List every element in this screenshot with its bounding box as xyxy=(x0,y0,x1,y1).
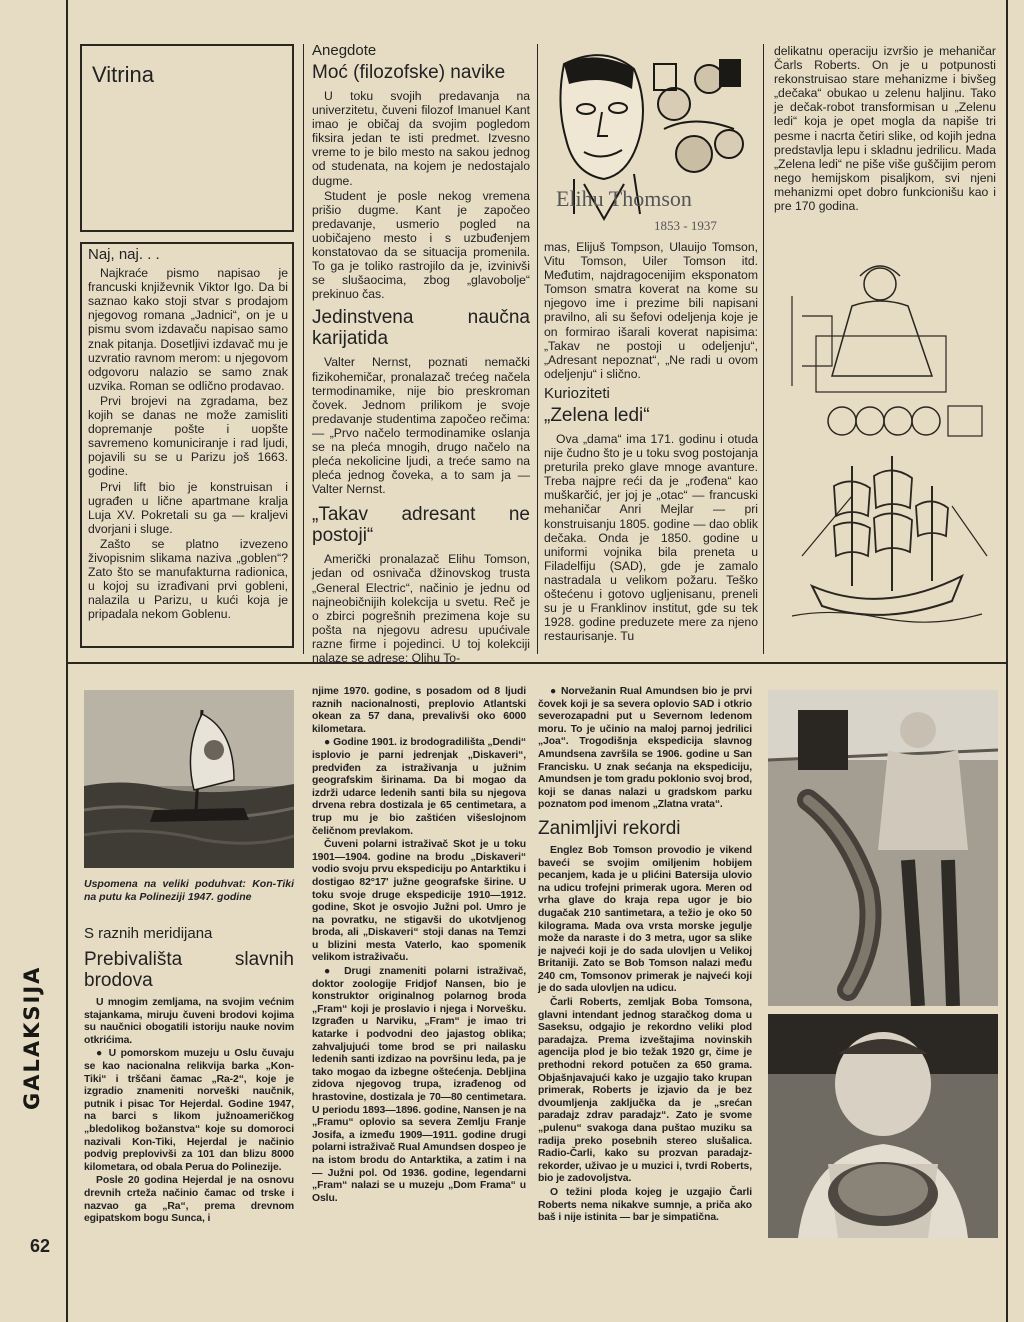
karijatida-paragraph: Valter Nernst, poznati nemački fizikohemičar, pronalazač trećeg načela termodinamike, nije bio preskroman čovek. Jednom prilikom je svoje predavanje studentima započeo rečima: — „Prvo načelo termodinamike oslanja se na pleća mnogih, drugo načelo na pleća nekolicine ljudi, a treće samo na pleća jednog čoveka, a to sam ja — Valter Nernst. xyxy=(312,355,530,497)
naj-column xyxy=(88,248,288,622)
column-rule xyxy=(763,44,764,654)
meridijani-paragraph: U mnogim zemljama, na svojim većnim stajankama, miruju čuveni brodovi kojima su naučnici obogatili istoriju nauke novim otkrićima. xyxy=(84,997,294,1046)
meridijani-paragraph: Posle 20 godina Hejerdal je na osnovu drevnih crteža načinio čamac od trske i nazvao ga „Ra“, prema drevnom egipatskom bogu Sunca, i xyxy=(84,1175,294,1225)
kuriozitet-kicker: Kurioziteti xyxy=(544,384,610,402)
section-divider xyxy=(66,662,1008,664)
karijatida-title: Jedinstvena naučna karijatida xyxy=(312,307,530,350)
thomson-portrait xyxy=(544,44,758,240)
kon-tiki-image xyxy=(84,690,294,868)
meridijani-title: Prebivališta slavnih brodova xyxy=(84,949,294,991)
page-number: 62 xyxy=(30,1236,51,1256)
automaton-sketches xyxy=(772,256,998,656)
kuriozitet-title: „Zelena ledi“ xyxy=(544,404,650,426)
meridijani-paragraph: Čuveni polarni istraživač Skot je u toku 1901—1904. godine na brodu „Diskaveri“ vodio svoju prvu ekspediciju po Antarktiku i dostigao 82°17' južne geografske širine. U toku svoje druge ekspedicije 1910—1912. godine, Skot je osvojio Južni pol. Umro je na povratku, ne stigavši do ukotvljenog broda, ali „Diskaveri“ stoji danas na Temzi u blizini mesta Vaterlo, kao spomenik velikom istraživaču. xyxy=(312,839,526,964)
rekordi-title: Zanimljivi rekordi xyxy=(538,817,681,839)
right-edge-line xyxy=(1006,0,1008,1322)
rekordi-paragraph: O težini ploda kojeg je uzgajio Čarli Roberts nema nikakve sumnje, a priča ako baš i nije istinita — bar je simpatična. xyxy=(538,1186,752,1224)
naj-paragraph: Najkraće pismo napisao je francuski književnik Viktor Igo. Da bi saznao kako stoji stvar s prodajom njegovog romana „Jadnici“, on je u pismu svom izdavaču napisao samo znak pitanja. Dosetljivi izdavač mu je uzvratio ravnom merom: u njegovom odgovoru nalazio se samo znak uzvika. Roman se odlično prodavao. xyxy=(88,266,288,393)
left-margin-line xyxy=(66,0,68,1322)
adresant-paragraph: Američki pronalazač Elihu Tomson, jedan od osnivača džinovskog trusta „General Electric“, načinio je jednu od najneobičnijih kolekcija u svetu. Reč je o zbirci pogrešnih prezimena koje su pošta na njegovu adresu upućivale razne firme i pojedinci. U toj kolekciji nalaze se adrese: Olihu To- xyxy=(312,552,530,665)
anegdote-paragraph: Student je posle nekog vremena prišio dugme. Kant je započeo predavanje, usmerio pogled na uobičajeno mesto i s uzbuđenjem konstatovao da se situacija promenila. To ga je toliko rastrojilo da je, izvinivši se slušaocima, zbog „glavobolje“ prekinuo čas. xyxy=(312,188,530,302)
kon-tiki-caption: Uspomena na veliki poduhvat: Kon-Tiki na putu ka Polineziji 1947. godine xyxy=(84,878,294,903)
naj-paragraph: Prvi brojevi na zgradama, bez kojih se danas ne može zamisliti dopremanje pošte i uopšte savremeno komuniciranje i rad ljudi, pojavili su se u Parizu još 1663. godine. xyxy=(88,393,288,479)
adresant-continuation-column xyxy=(544,240,758,644)
column-rule xyxy=(303,44,304,654)
meridijani-col1 xyxy=(84,878,294,1227)
anegdote-title: Moć (filozofske) navike xyxy=(312,62,506,83)
meridijani-col3 xyxy=(538,686,752,1226)
tomato-image xyxy=(768,1014,998,1238)
adresant-continuation: mas, Elijuš Tompson, Ulauijo Tomson, Vitu Tomson, Uiler Tomson itd. Međutim, najdragocenijim eksponatom Tomson smatra koverat na kome su njegovo ime i prezime bili napisani pravilno, ali su šefovi odeljenja koje je on formirao išarali koverat napisima: „Takav ne postoji u odeljenju“, „Adresant nepoznat“, „Ne radi u ovom odeljenju“ i slično. xyxy=(544,240,758,381)
anegdote-column xyxy=(312,42,530,666)
eel-image xyxy=(768,690,998,1006)
naj-title: Naj, naj. . . xyxy=(88,246,160,263)
meridijani-col2 xyxy=(312,686,526,1206)
naj-paragraph: Prvi lift bio je konstruisan i ugrađen u lične apartmane kralja Luja XV. Pokretali su ga — kraljevi dvorjani i sluge. xyxy=(88,479,288,536)
anegdote-paragraph: U toku svojih predavanja na univerzitetu, čuveni filozof Imanuel Kant imao je običaj da svojim pogledom fiksira jedan te isti predmet. Izvesno vreme to je bilo mesto na sakou jednog od studenata, na kojem je nedostajalo dugme. xyxy=(312,89,530,188)
adresant-title: „Takav adresant ne postoji“ xyxy=(312,504,530,547)
column-rule xyxy=(537,44,538,654)
magazine-logo: GALAKSIJA xyxy=(20,965,44,1110)
meridijani-paragraph: njime 1970. godine, s posadom od 8 ljudi raznih nacionalnosti, preplovio Atlantski okean za 57 dana, prevalivši oko 6000 kilometara. xyxy=(312,686,526,735)
vitrina-box xyxy=(80,44,294,232)
meridijani-paragraph: ● Norvežanin Rual Amundsen bio je prvi čovek koji je sa severa oplovio SAD i otkrio severozapadni put u Severnom ledenom moru. To je učinio na maloj parnoj jedrilici „Joa“. Trogodišnja ekspedicija slavnog Amundsena završila se 1906. godine u San Francisku. U znak sećanja na ekspediciju, Amundsen je tom gradu poklonio svoj brod, koji se danas nalazi u gradskom parku poznatom pod imenom „Zlatna vrata“. xyxy=(538,686,752,811)
meridijani-paragraph: ● U pomorskom muzeju u Oslu čuvaju se kao nacionalna relikvija barka „Kon-Tiki“ i trščani čamac „Ra-2“, koje je izgradio znameniti norveški naučnik, putnik i pisac Tor Hejerdal. Godine 1947, na barci s likom južnoameričkog „bledolikog božanstva“ koje su domoroci nazivali Kon-Tiki, Hejerdal je načinio podvig preplovivši za 101 dan blizu 8000 kilometara, od obala Perua do Polinezije. xyxy=(84,1048,294,1173)
green-lady-drawing xyxy=(772,256,998,656)
eel-photo xyxy=(768,690,998,1006)
naj-paragraph: Zašto se platno izvezeno živopisnim slikama naziva „goblen“? Zato što se manufakturna radionica, u kojoj su izrađivani prvi gobleni, nalazila u Parizu, u kući koja je pripadala nekom Goblenu. xyxy=(88,536,288,622)
anegdote-kicker: Anegdote xyxy=(312,42,377,59)
thomson-drawing xyxy=(544,44,758,240)
meridijani-kicker: S raznih meridijana xyxy=(84,925,213,942)
tomato-photo xyxy=(768,1014,998,1238)
kuriozitet-paragraph: Ova „dama“ ima 171. godinu i otuda nije čudno što je u toku svog postojanja preturila preko glave mnoge avanture. Treba najpre reći da je „rođena“ kao muškarčić, jer joj je „otac“ — francuski mehaničar Anri Mejlar — pri konstruisanju 1805. godine — dao oblik dečaka. Onda je 1850. godine u uniformi vojnika bila preneta u Filadelfiju (SAD), gde je zamalo nastradala u velikom požaru. Teško oštećenu i gotovo ugljenisanu, preneli su je u Franklinov institut, gde su tek 1928. godine preduzete mere za njeno restaurisanje. Tu xyxy=(544,431,758,644)
rekordi-paragraph: Čarli Roberts, zemljak Boba Tomsona, glavni intendant jednog staračkog doma u Saseksu, odgajio je rekordno veliki plod paradajza. Prema izveštajima novinskih agencija plod je bio težak 1920 gr, čime je prethodni rekord potučen za 650 grama. Objašnjavajući kako je uzgajio tako krupan primerak, Roberts je izjavio da je bez dvoumljenja zaključka da je „srećan paradajz zdrav paradajz“. Zato je svome „pulenu“ svakoga dana puštao muziku sa radija preko posebnih stereo slušalica. Radio-Čarli, kako su prozvan paradajz-rekorder, uživao je u muzici i, tvrdi Roberts, bio je zadovoljstva. xyxy=(538,997,752,1185)
thomson-name: Elihu Thomson xyxy=(556,186,692,211)
kon-tiki-photo xyxy=(84,690,294,868)
thomson-years: 1853 - 1937 xyxy=(654,218,717,233)
vitrina-title: Vitrina xyxy=(92,62,154,87)
meridijani-paragraph: ● Drugi znameniti polarni istraživač, doktor zoologije Fridjof Nansen, bio je konstruktor originalnog polarnog broda „Fram“ koji je proslavio i njega i Norvešku. Izgrađen u Narviku, „Fram“ je imao tri katarke i podvodni deo jajastog oblika; zahvaljujući tome brod se pri nailasku ledenih santi izdizao na površinu leda, pa je tako mogao da izbegne oštećenja. Debljina zidova njegovog trupa, izrađenog od hrastovine, dostizala je 70—80 centimetara. U periodu 1893—1896. godine, Nansen je na „Framu“ oplovio sa severa Zemlju Franje Josifa, a između 1909—1911. godine drugi polarni istraživač Rual Amundsen dospeo je na istom brodu do Antarktika, a zatim i na — Južni pol. Od 1936. godine, legendarni „Fram“ nalazi se u muzeju „Dom Frama“ u Oslu. xyxy=(312,966,526,1204)
meridijani-paragraph: ● Godine 1901. iz brodogradilišta „Dendi“ isplovio je parni jedrenjak „Diskaveri“, predviđen za istraživanja u južnim geografskim širinama. Da bi mogao da izdrži udarce ledenih santi bila su njegova drvena rebra dostizala je 65 centimetara, a trup mu je bio zaštićen višeslojnom čeličnom prevlakom. xyxy=(312,737,526,837)
zelena-ledi-continuation xyxy=(774,44,996,214)
zelena-ledi-text: delikatnu operaciju izvršio je mehaničar Čarls Roberts. On je u potpunosti rekonstruisao stare mehanizme i bivšeg „dečaka“ obukao u zelenu haljinu. Tako je dečak-robot transformisan u „Zelenu ledi“ koja je opet mogla da napiše tri pesme i nacrta četiri slike, od kojih jedna predstavlja lepu i skladnu jedrilicu. Mada „Zelena ledi“ ne piše više guščijim perom nego hemijskom pisaljkom, svi njeni mehanizmi opet dobro funkcionišu kao i pre 170 godina. xyxy=(774,44,996,214)
rekordi-paragraph: Englez Bob Tomson provodio je vikend baveći se svojim omiljenim hobijem pecanjem, kada je u plićini Batersija ulovio na udicu trofejni primerak ugora. Meren od vrha glave do kraja repa ugor je bio dugačak 210 santimetara, a težio je oko 50 kilograma. Mada ova vrsta morske jegulje može da naraste i do 3 metra, ugor sa slike je najveći koji je do sada ulovljen u Velikoj Britaniji. Zato se Bob Tomson nalazi među 240 cm, Tomsonov primerak je najveći koji je do sada ulovljen na udicu. xyxy=(538,844,752,995)
